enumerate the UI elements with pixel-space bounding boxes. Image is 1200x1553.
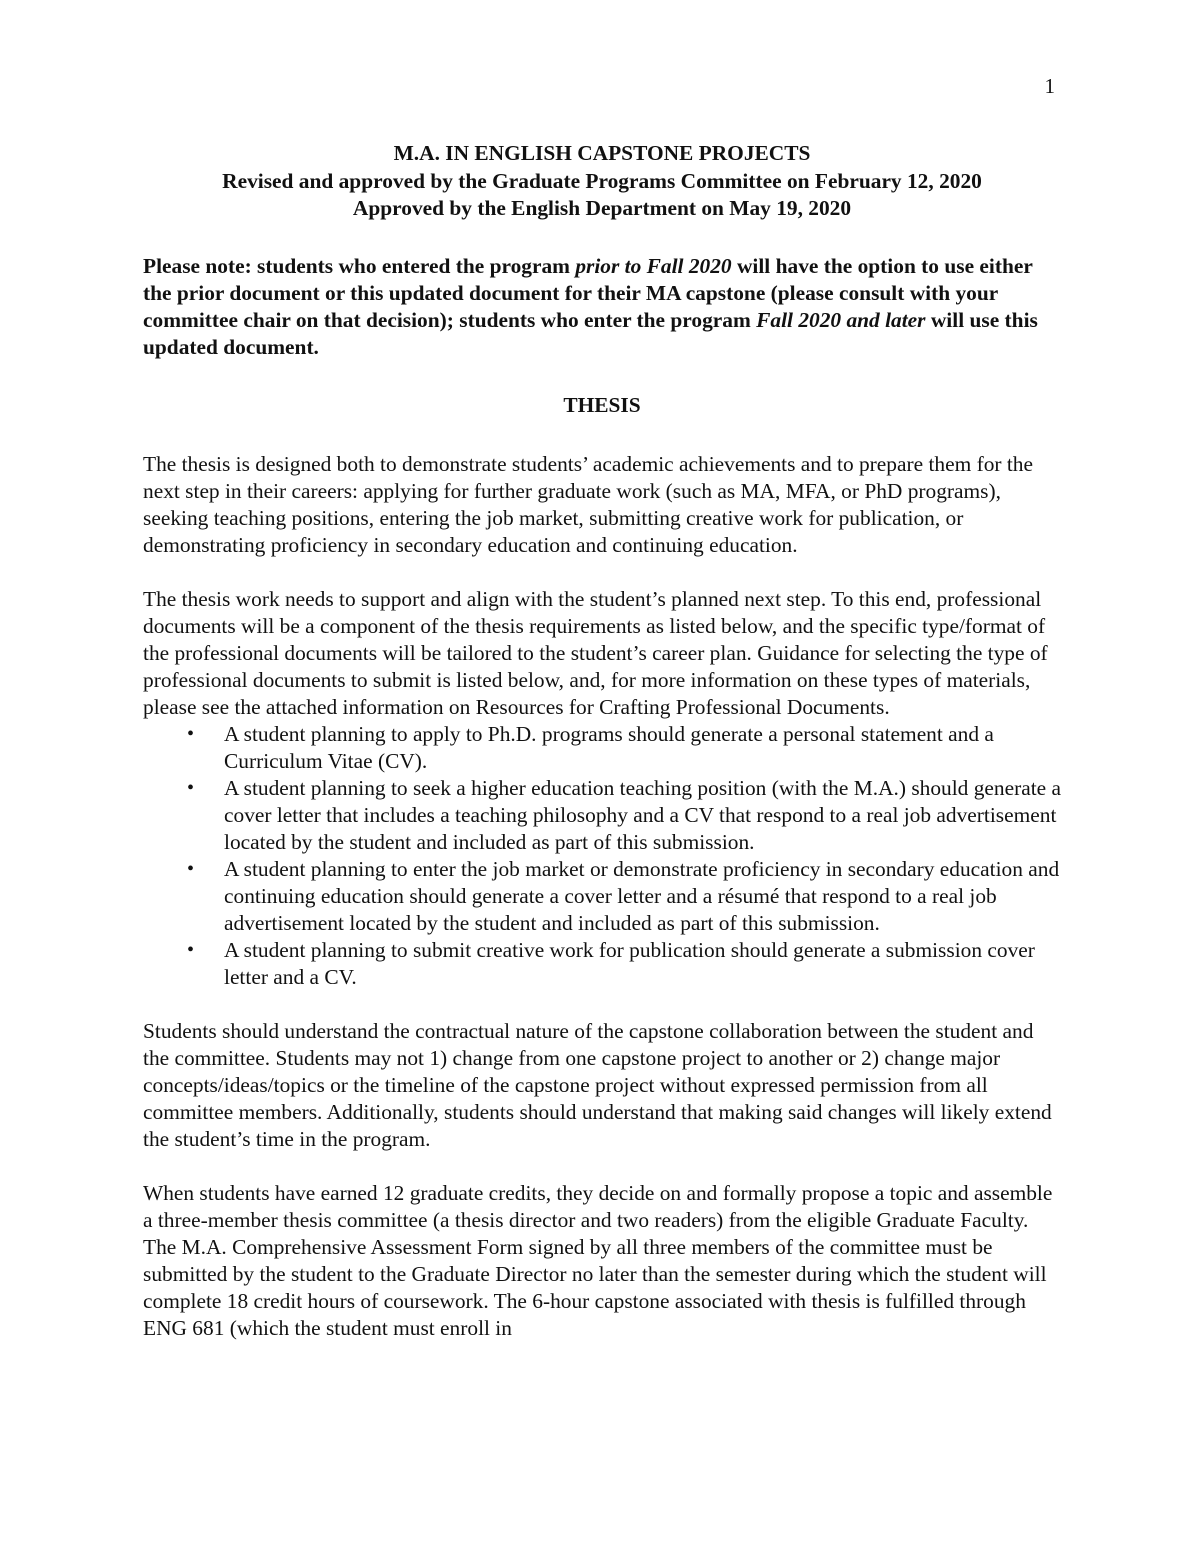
approval-line: Approved by the English Department on May 19, 2020 [352, 196, 852, 220]
notice-text-3: will use this updated document. [143, 307, 1038, 359]
thesis-paragraph-alignment: The thesis work needs to support and align with the student’s planned next step. To this end, professional documents will be a component of the thesis requirements as listed below, and the specific type/format of the professional documents will be tailored to the student’s career plan. Guidance for selecting the type of professional documents to submit is listed below, and, for more information on these types of materials, please see the attached information on Resources for Crafting Professional Documents. [143, 586, 1048, 719]
list-item [143, 721, 1061, 775]
bullet-icon: • [187, 938, 195, 961]
thesis-paragraph-contract: Students should understand the contractual nature of the capstone collaboration between the student and the committee. Students may not 1) change from one capstone project to another or 2) change major concepts/ideas/topics or the timeline of the capstone project without expressed permission from all committee members. Additionally, students should understand that making said changes will likely extend the student’s time in the program. [143, 1018, 1052, 1151]
list-item [143, 775, 1061, 856]
list-item [143, 856, 1061, 937]
bullet-icon: • [187, 776, 195, 799]
thesis-paragraph-purpose: The thesis is designed both to demonstrate students’ academic achievements and to prepare them for the next step in their careers: applying for further graduate work (such as MA, MFA, or PhD programs), seeking teaching positions, entering the job market, submitting creative work for publication, or demonstrating proficiency in secondary education and continuing education. [143, 451, 1033, 557]
notice-text-2: will have the option to use either the prior document or this updated document for their MA capstone (please consult with your committee chair on that decision); students who enter the program [143, 253, 1033, 332]
list-item [143, 937, 1061, 991]
section-heading-thesis: THESIS [563, 392, 641, 417]
thesis-paragraph-committee: When students have earned 12 graduate credits, they decide on and formally propose a topic and assemble a three-member thesis committee (a thesis director and two readers) from the eligible Graduate Faculty. The M.A. Comprehensive Assessment Form signed by all three members of the committee must be submitted by the student to the Graduate Director no later than the semester during which the student will complete 18 credit hours of coursework. The 6-hour capstone associated with thesis is fulfilled through ENG 681 (which the student must enroll in [143, 1180, 1053, 1340]
list-item-text: A student planning to seek a higher education teaching position (with the M.A.) should generate a cover letter that includes a teaching philosophy and a CV that respond to a real job advertisement located by the student and included as part of this submission. [224, 775, 1062, 854]
notice-emphasis-2: Fall 2020 and later [756, 307, 926, 332]
notice-text-1: Please note: students who entered the program [143, 253, 576, 278]
bullet-icon: • [187, 722, 195, 745]
notice-emphasis-1: prior to Fall 2020 [575, 253, 732, 278]
policy-notice [143, 253, 1061, 361]
bullet-icon: • [187, 857, 195, 880]
professional-documents-list [143, 721, 1061, 991]
page-number: 1 [1044, 74, 1055, 98]
document-title: M.A. IN ENGLISH CAPSTONE PROJECTS [393, 141, 811, 165]
document-header [143, 140, 1061, 223]
list-item-text: A student planning to enter the job market or demonstrate proficiency in secondary education and continuing education should generate a cover letter and a résumé that respond to a real job advertisement located by the student and included as part of this submission. [224, 856, 1060, 935]
list-item-text: A student planning to submit creative work for publication should generate a submission cover letter and a CV. [224, 937, 1035, 989]
revision-line: Revised and approved by the Graduate Programs Committee on February 12, 2020 [222, 168, 982, 193]
document-body [143, 140, 1061, 1342]
list-item-text: A student planning to apply to Ph.D. programs should generate a personal statement and a Curriculum Vitae (CV). [224, 721, 994, 773]
